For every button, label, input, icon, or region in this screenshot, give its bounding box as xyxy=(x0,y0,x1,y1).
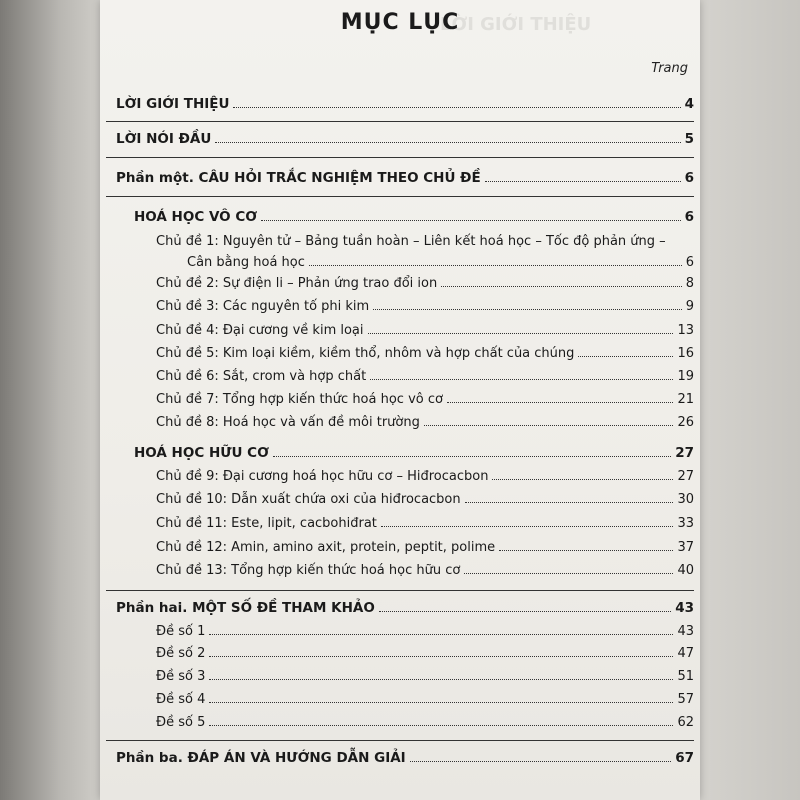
toc-entry-chu-de-7[interactable] xyxy=(156,392,694,407)
dot-leader xyxy=(464,572,673,574)
toc-entry-phan-mot[interactable] xyxy=(116,170,694,186)
toc-entry-phan-ba[interactable] xyxy=(116,750,694,766)
toc-entry-page: 9 xyxy=(685,299,694,314)
toc-entry-chu-de-2[interactable] xyxy=(156,276,694,291)
toc-entry-page: 30 xyxy=(677,492,694,507)
toc-entry-page: 6 xyxy=(684,209,694,225)
toc-entry-label: Đề số 4 xyxy=(156,692,206,707)
toc-entry-de-so-1[interactable] xyxy=(156,624,694,639)
toc-entry-label: HOÁ HỌC HỮU CƠ xyxy=(134,445,269,461)
dot-leader xyxy=(215,141,680,143)
toc-entry-de-so-5[interactable] xyxy=(156,715,694,730)
toc-entry-label: Chủ đề 10: Dẫn xuất chứa oxi của hiđrocacbon xyxy=(156,492,461,507)
dot-leader xyxy=(273,455,671,457)
toc-entry-label: Phần một. CÂU HỎI TRẮC NGHIỆM THEO CHỦ ĐỀ xyxy=(116,170,481,186)
section-divider xyxy=(106,121,694,122)
toc-entry-de-so-3[interactable] xyxy=(156,669,694,684)
toc-entry-label: Chủ đề 3: Các nguyên tố phi kim xyxy=(156,299,370,314)
toc-entry-de-so-2[interactable] xyxy=(156,646,694,661)
toc-entry-chu-de-1-cont[interactable] xyxy=(187,255,694,270)
toc-entry-label: Đề số 2 xyxy=(156,646,206,661)
toc-entry-page: 6 xyxy=(685,255,694,270)
toc-entry-label: Đề số 3 xyxy=(156,669,206,684)
bleed-through-text: LỜI GIỚI THIỆU xyxy=(440,14,592,35)
toc-entry-chu-de-1[interactable] xyxy=(156,234,694,249)
section-divider xyxy=(106,196,694,197)
section-divider xyxy=(106,157,694,158)
toc-entry-page: 27 xyxy=(677,469,694,484)
toc-entry-chu-de-3[interactable] xyxy=(156,299,694,314)
dot-leader xyxy=(499,549,673,551)
dot-leader xyxy=(309,264,682,266)
toc-entry-page: 21 xyxy=(677,392,694,407)
toc-entry-chu-de-13[interactable] xyxy=(156,563,694,578)
section-divider xyxy=(106,590,694,591)
toc-entry-page: 13 xyxy=(677,323,694,338)
toc-entry-chu-de-9[interactable] xyxy=(156,469,694,484)
toc-entry-chu-de-8[interactable] xyxy=(156,415,694,430)
toc-entry-chu-de-10[interactable] xyxy=(156,492,694,507)
toc-entry-page: 47 xyxy=(677,646,694,661)
toc-entry-page: 4 xyxy=(684,96,694,112)
toc-entry-page: 43 xyxy=(677,624,694,639)
dot-leader xyxy=(261,219,681,221)
page-column-header: Trang xyxy=(651,61,688,76)
toc-entry-page: 27 xyxy=(675,445,694,461)
dot-leader xyxy=(209,724,673,726)
dot-leader xyxy=(485,180,681,182)
dot-leader xyxy=(447,401,673,403)
toc-entry-phan-hai[interactable] xyxy=(116,600,694,616)
toc-entry-label: Chủ đề 11: Este, lipit, cacbohiđrat xyxy=(156,516,377,531)
toc-entry-page: 16 xyxy=(677,346,694,361)
dot-leader xyxy=(441,285,681,287)
toc-entry-page: 26 xyxy=(677,415,694,430)
dot-leader xyxy=(368,332,674,334)
dot-leader xyxy=(209,701,673,703)
toc-entry-label: Chủ đề 5: Kim loại kiềm, kiềm thổ, nhôm và hợp chất của chúng xyxy=(156,346,575,361)
dot-leader xyxy=(370,378,673,380)
toc-entry-page: 62 xyxy=(677,715,694,730)
dot-leader xyxy=(424,424,674,426)
toc-entry-label: Chủ đề 12: Amin, amino axit, protein, peptit, polime xyxy=(156,540,496,555)
toc-entry-page: 40 xyxy=(677,563,694,578)
toc-entry-label: Chủ đề 8: Hoá học và vấn đề môi trường xyxy=(156,415,420,430)
toc-entry-gioi-thieu[interactable] xyxy=(116,96,694,112)
toc-entry-page: 51 xyxy=(677,669,694,684)
toc-entry-label: Chủ đề 4: Đại cương về kim loại xyxy=(156,323,364,338)
dot-leader xyxy=(209,633,673,635)
dot-leader xyxy=(209,678,673,680)
background-surface xyxy=(700,0,800,800)
toc-entry-label: Phần hai. MỘT SỐ ĐỀ THAM KHẢO xyxy=(116,600,375,616)
toc-entry-label: HOÁ HỌC VÔ CƠ xyxy=(134,209,258,225)
toc-entry-page: 57 xyxy=(677,692,694,707)
book-spine-shadow xyxy=(0,0,100,800)
toc-entry-page: 5 xyxy=(684,131,694,147)
toc-entry-hoa-huu-co[interactable] xyxy=(134,445,694,461)
toc-entry-page: 6 xyxy=(684,170,694,186)
toc-entry-chu-de-5[interactable] xyxy=(156,346,694,361)
toc-entry-page: 8 xyxy=(685,276,694,291)
toc-entry-label: Cân bằng hoá học xyxy=(187,255,305,270)
toc-entry-chu-de-11[interactable] xyxy=(156,516,694,531)
toc-entry-label: LỜI NÓI ĐẦU xyxy=(116,131,212,147)
toc-entry-de-so-4[interactable] xyxy=(156,692,694,707)
toc-entry-label: Chủ đề 9: Đại cương hoá học hữu cơ – Hiđrocacbon xyxy=(156,469,489,484)
section-divider xyxy=(106,740,694,741)
toc-entry-label: Đề số 5 xyxy=(156,715,206,730)
book-page xyxy=(100,0,700,800)
toc-entry-page: 33 xyxy=(677,516,694,531)
dot-leader xyxy=(381,525,674,527)
toc-entry-label: Phần ba. ĐÁP ÁN VÀ HƯỚNG DẪN GIẢI xyxy=(116,750,406,766)
toc-entry-page: 43 xyxy=(675,600,694,616)
toc-entry-chu-de-6[interactable] xyxy=(156,369,694,384)
dot-leader xyxy=(373,308,682,310)
toc-entry-page: 19 xyxy=(677,369,694,384)
dot-leader xyxy=(578,355,673,357)
dot-leader xyxy=(465,501,674,503)
toc-entry-label: Chủ đề 2: Sự điện li – Phản ứng trao đổi ion xyxy=(156,276,438,291)
dot-leader xyxy=(379,610,671,612)
dot-leader xyxy=(209,655,673,657)
page-title: MỤC LỤC xyxy=(340,10,460,35)
toc-entry-hoa-vo-co[interactable] xyxy=(134,209,694,225)
dot-leader xyxy=(410,760,672,762)
toc-entry-label: Đề số 1 xyxy=(156,624,206,639)
toc-entry-label: Chủ đề 7: Tổng hợp kiến thức hoá học vô cơ xyxy=(156,392,443,407)
toc-entry-page: 37 xyxy=(677,540,694,555)
toc-entry-label: Chủ đề 13: Tổng hợp kiến thức hoá học hữu cơ xyxy=(156,563,461,578)
toc-entry-label: Chủ đề 6: Sắt, crom và hợp chất xyxy=(156,369,367,384)
toc-entry-chu-de-4[interactable] xyxy=(156,323,694,338)
dot-leader xyxy=(233,106,680,108)
toc-entry-label: LỜI GIỚI THIỆU xyxy=(116,96,230,112)
dot-leader xyxy=(492,478,673,480)
toc-entry-page: 67 xyxy=(675,750,694,766)
toc-entry-label: Chủ đề 1: Nguyên tử – Bảng tuần hoàn – Liên kết hoá học – Tốc độ phản ứng – xyxy=(156,234,666,249)
toc-entry-noi-dau[interactable] xyxy=(116,131,694,147)
toc-entry-chu-de-12[interactable] xyxy=(156,540,694,555)
